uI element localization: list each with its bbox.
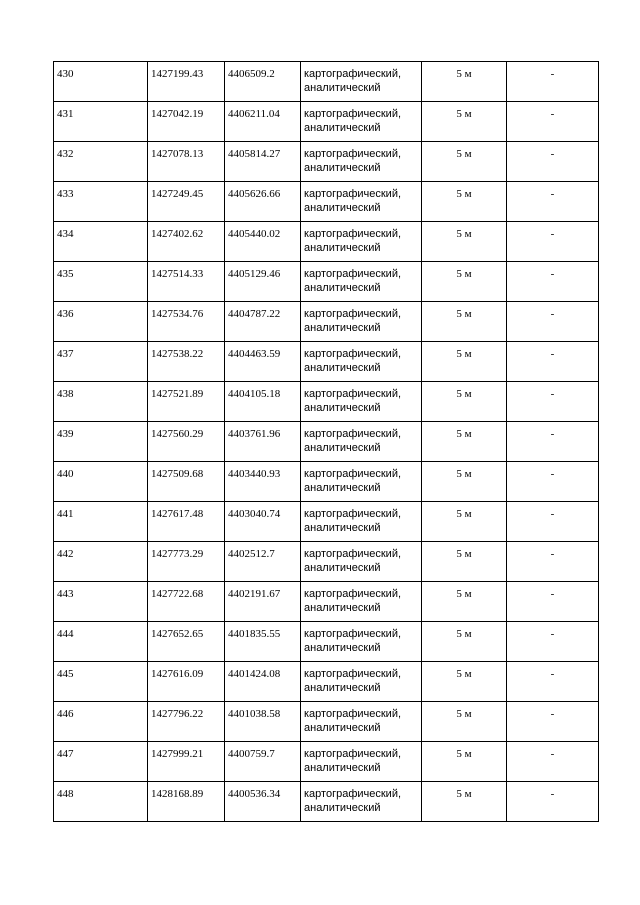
method-line-2: аналитический	[304, 602, 381, 614]
table-row	[54, 502, 599, 542]
accuracy-text: 5 м	[456, 628, 472, 640]
y-coordinate-text: 4404463.59	[228, 348, 281, 360]
accuracy-text: 5 м	[456, 108, 472, 120]
method-line-2: аналитический	[304, 522, 381, 534]
accuracy-cell	[422, 142, 507, 182]
point-number-cell	[54, 462, 148, 502]
accuracy-cell	[422, 582, 507, 622]
method-cell	[301, 742, 422, 782]
method-text	[301, 182, 421, 215]
accuracy-cell	[422, 702, 507, 742]
method-line-1: картографический,	[304, 788, 402, 800]
x-coordinate-cell	[148, 502, 225, 542]
method-line-1: картографический,	[304, 108, 402, 120]
x-coordinate-cell	[148, 622, 225, 662]
point-number-text: 444	[57, 628, 74, 640]
note-cell	[507, 422, 599, 462]
method-line-2: аналитический	[304, 762, 381, 774]
method-line-1: картографический,	[304, 628, 402, 640]
x-coordinate-text: 1427042.19	[151, 108, 204, 120]
method-cell	[301, 582, 422, 622]
note-cell	[507, 222, 599, 262]
y-coordinate-text: 4402512.7	[228, 548, 275, 560]
point-number-cell	[54, 422, 148, 462]
x-coordinate-text: 1427560.29	[151, 428, 204, 440]
point-number-cell	[54, 222, 148, 262]
y-coordinate-cell	[225, 782, 301, 822]
accuracy-text: 5 м	[456, 708, 472, 720]
x-coordinate-cell	[148, 262, 225, 302]
x-coordinate-text: 1427249.45	[151, 188, 204, 200]
x-coordinate-text: 1427617.48	[151, 508, 204, 520]
table-row	[54, 182, 599, 222]
table-row	[54, 382, 599, 422]
x-coordinate-text: 1427078.13	[151, 148, 204, 160]
y-coordinate-text: 4403040.74	[228, 508, 281, 520]
note-cell	[507, 62, 599, 102]
table-row	[54, 342, 599, 382]
method-line-1: картографический,	[304, 68, 402, 80]
method-line-2: аналитический	[304, 722, 381, 734]
accuracy-text: 5 м	[456, 668, 472, 680]
method-line-2: аналитический	[304, 562, 381, 574]
point-number-cell	[54, 102, 148, 142]
note-text: -	[550, 108, 555, 120]
y-coordinate-cell	[225, 382, 301, 422]
note-text: -	[550, 708, 555, 720]
point-number-cell	[54, 302, 148, 342]
accuracy-text: 5 м	[456, 788, 472, 800]
x-coordinate-cell	[148, 102, 225, 142]
table-row	[54, 262, 599, 302]
method-line-2: аналитический	[304, 482, 381, 494]
table-row	[54, 102, 599, 142]
accuracy-text: 5 м	[456, 188, 472, 200]
x-coordinate-cell	[148, 342, 225, 382]
method-line-1: картографический,	[304, 428, 402, 440]
note-text: -	[550, 148, 555, 160]
note-text: -	[550, 268, 555, 280]
method-cell	[301, 102, 422, 142]
table-row	[54, 542, 599, 582]
table-row	[54, 62, 599, 102]
point-number-cell	[54, 622, 148, 662]
y-coordinate-cell	[225, 102, 301, 142]
y-coordinate-text: 4406509.2	[228, 68, 275, 80]
x-coordinate-cell	[148, 182, 225, 222]
point-number-cell	[54, 742, 148, 782]
x-coordinate-text: 1427521.89	[151, 388, 204, 400]
note-text: -	[550, 188, 555, 200]
x-coordinate-cell	[148, 702, 225, 742]
method-cell	[301, 542, 422, 582]
method-cell	[301, 622, 422, 662]
y-coordinate-cell	[225, 742, 301, 782]
x-coordinate-cell	[148, 462, 225, 502]
note-cell	[507, 542, 599, 582]
method-line-2: аналитический	[304, 162, 381, 174]
y-coordinate-text: 4405129.46	[228, 268, 281, 280]
note-text: -	[550, 468, 555, 480]
note-text: -	[550, 388, 555, 400]
table-row	[54, 662, 599, 702]
y-coordinate-cell	[225, 582, 301, 622]
point-number-cell	[54, 662, 148, 702]
accuracy-cell	[422, 422, 507, 462]
point-number-text: 434	[57, 228, 74, 240]
point-number-text: 442	[57, 548, 74, 560]
accuracy-cell	[422, 222, 507, 262]
method-line-2: аналитический	[304, 362, 381, 374]
note-cell	[507, 782, 599, 822]
method-line-2: аналитический	[304, 642, 381, 654]
method-cell	[301, 502, 422, 542]
method-line-1: картографический,	[304, 668, 402, 680]
y-coordinate-text: 4400536.34	[228, 788, 281, 800]
point-number-cell	[54, 62, 148, 102]
point-number-text: 440	[57, 468, 74, 480]
method-text	[301, 462, 421, 495]
x-coordinate-text: 1427509.68	[151, 468, 204, 480]
method-line-2: аналитический	[304, 122, 381, 134]
point-number-text: 432	[57, 148, 74, 160]
accuracy-cell	[422, 782, 507, 822]
y-coordinate-cell	[225, 662, 301, 702]
y-coordinate-cell	[225, 342, 301, 382]
method-text	[301, 422, 421, 455]
x-coordinate-cell	[148, 742, 225, 782]
note-cell	[507, 742, 599, 782]
point-number-cell	[54, 262, 148, 302]
method-cell	[301, 262, 422, 302]
y-coordinate-cell	[225, 302, 301, 342]
x-coordinate-text: 1428168.89	[151, 788, 204, 800]
table-row	[54, 422, 599, 462]
method-line-1: картографический,	[304, 588, 402, 600]
y-coordinate-cell	[225, 502, 301, 542]
note-text: -	[550, 668, 555, 680]
method-text	[301, 222, 421, 255]
x-coordinate-cell	[148, 782, 225, 822]
method-cell	[301, 382, 422, 422]
note-cell	[507, 302, 599, 342]
x-coordinate-cell	[148, 422, 225, 462]
method-line-2: аналитический	[304, 442, 381, 454]
point-number-text: 438	[57, 388, 74, 400]
table-row	[54, 702, 599, 742]
note-cell	[507, 622, 599, 662]
method-cell	[301, 182, 422, 222]
x-coordinate-text: 1427773.29	[151, 548, 204, 560]
x-coordinate-text: 1427534.76	[151, 308, 204, 320]
method-line-2: аналитический	[304, 682, 381, 694]
x-coordinate-text: 1427199.43	[151, 68, 204, 80]
note-cell	[507, 342, 599, 382]
accuracy-text: 5 м	[456, 268, 472, 280]
point-number-text: 445	[57, 668, 74, 680]
table-row	[54, 222, 599, 262]
method-line-2: аналитический	[304, 242, 381, 254]
method-text	[301, 102, 421, 135]
point-number-cell	[54, 182, 148, 222]
y-coordinate-text: 4401424.08	[228, 668, 281, 680]
method-line-2: аналитический	[304, 322, 381, 334]
method-cell	[301, 662, 422, 702]
point-number-text: 435	[57, 268, 74, 280]
table-row	[54, 302, 599, 342]
x-coordinate-cell	[148, 662, 225, 702]
method-line-1: картографический,	[304, 388, 402, 400]
accuracy-cell	[422, 742, 507, 782]
y-coordinate-cell	[225, 222, 301, 262]
accuracy-cell	[422, 662, 507, 702]
point-number-text: 441	[57, 508, 74, 520]
method-cell	[301, 782, 422, 822]
accuracy-cell	[422, 542, 507, 582]
note-cell	[507, 582, 599, 622]
method-line-1: картографический,	[304, 228, 402, 240]
method-cell	[301, 702, 422, 742]
note-cell	[507, 182, 599, 222]
note-cell	[507, 262, 599, 302]
y-coordinate-text: 4401835.55	[228, 628, 281, 640]
y-coordinate-cell	[225, 182, 301, 222]
x-coordinate-text: 1427402.62	[151, 228, 204, 240]
x-coordinate-cell	[148, 62, 225, 102]
accuracy-cell	[422, 502, 507, 542]
x-coordinate-cell	[148, 302, 225, 342]
y-coordinate-cell	[225, 262, 301, 302]
point-number-text: 443	[57, 588, 74, 600]
method-text	[301, 62, 421, 95]
accuracy-cell	[422, 462, 507, 502]
x-coordinate-text: 1427538.22	[151, 348, 204, 360]
point-number-cell	[54, 342, 148, 382]
accuracy-text: 5 м	[456, 508, 472, 520]
method-line-1: картографический,	[304, 508, 402, 520]
accuracy-cell	[422, 62, 507, 102]
accuracy-cell	[422, 262, 507, 302]
x-coordinate-text: 1427796.22	[151, 708, 204, 720]
y-coordinate-text: 4405814.27	[228, 148, 281, 160]
method-line-2: аналитический	[304, 282, 381, 294]
method-text	[301, 342, 421, 375]
y-coordinate-cell	[225, 542, 301, 582]
method-cell	[301, 302, 422, 342]
point-number-text: 446	[57, 708, 74, 720]
y-coordinate-cell	[225, 622, 301, 662]
y-coordinate-text: 4400759.7	[228, 748, 275, 760]
method-line-1: картографический,	[304, 548, 402, 560]
point-number-text: 447	[57, 748, 74, 760]
point-number-cell	[54, 142, 148, 182]
method-cell	[301, 422, 422, 462]
note-text: -	[550, 348, 555, 360]
method-text	[301, 262, 421, 295]
method-line-2: аналитический	[304, 202, 381, 214]
method-text	[301, 582, 421, 615]
note-cell	[507, 462, 599, 502]
table-row	[54, 622, 599, 662]
accuracy-cell	[422, 382, 507, 422]
y-coordinate-text: 4403761.96	[228, 428, 281, 440]
point-number-text: 436	[57, 308, 74, 320]
table-row	[54, 142, 599, 182]
method-cell	[301, 62, 422, 102]
note-text: -	[550, 548, 555, 560]
accuracy-text: 5 м	[456, 548, 472, 560]
note-cell	[507, 142, 599, 182]
x-coordinate-text: 1427999.21	[151, 748, 204, 760]
method-text	[301, 382, 421, 415]
method-text	[301, 502, 421, 535]
method-cell	[301, 462, 422, 502]
x-coordinate-cell	[148, 382, 225, 422]
note-cell	[507, 102, 599, 142]
y-coordinate-text: 4405626.66	[228, 188, 281, 200]
accuracy-text: 5 м	[456, 388, 472, 400]
coordinates-table	[53, 61, 599, 822]
x-coordinate-cell	[148, 222, 225, 262]
method-text	[301, 302, 421, 335]
note-text: -	[550, 308, 555, 320]
method-line-2: аналитический	[304, 802, 381, 814]
method-text	[301, 622, 421, 655]
point-number-cell	[54, 582, 148, 622]
y-coordinate-cell	[225, 702, 301, 742]
method-text	[301, 702, 421, 735]
method-text	[301, 142, 421, 175]
y-coordinate-cell	[225, 142, 301, 182]
y-coordinate-text: 4403440.93	[228, 468, 281, 480]
method-line-2: аналитический	[304, 82, 381, 94]
method-line-1: картографический,	[304, 308, 402, 320]
method-line-1: картографический,	[304, 468, 402, 480]
point-number-text: 433	[57, 188, 74, 200]
y-coordinate-text: 4404787.22	[228, 308, 281, 320]
accuracy-cell	[422, 302, 507, 342]
note-cell	[507, 382, 599, 422]
note-cell	[507, 662, 599, 702]
y-coordinate-cell	[225, 462, 301, 502]
point-number-cell	[54, 702, 148, 742]
y-coordinate-text: 4405440.02	[228, 228, 281, 240]
y-coordinate-text: 4402191.67	[228, 588, 281, 600]
method-line-1: картографический,	[304, 748, 402, 760]
method-line-2: аналитический	[304, 402, 381, 414]
method-cell	[301, 222, 422, 262]
point-number-cell	[54, 782, 148, 822]
x-coordinate-text: 1427722.68	[151, 588, 204, 600]
point-number-text: 430	[57, 68, 74, 80]
accuracy-text: 5 м	[456, 748, 472, 760]
method-line-1: картографический,	[304, 188, 402, 200]
method-cell	[301, 142, 422, 182]
accuracy-cell	[422, 622, 507, 662]
note-text: -	[550, 508, 555, 520]
point-number-cell	[54, 382, 148, 422]
accuracy-cell	[422, 342, 507, 382]
method-line-1: картографический,	[304, 708, 402, 720]
point-number-text: 437	[57, 348, 74, 360]
method-line-1: картографический,	[304, 348, 402, 360]
accuracy-text: 5 м	[456, 428, 472, 440]
accuracy-cell	[422, 182, 507, 222]
note-cell	[507, 702, 599, 742]
table-row	[54, 782, 599, 822]
x-coordinate-text: 1427652.65	[151, 628, 204, 640]
method-line-1: картографический,	[304, 268, 402, 280]
note-text: -	[550, 788, 555, 800]
x-coordinate-cell	[148, 582, 225, 622]
table-row	[54, 462, 599, 502]
point-number-text: 448	[57, 788, 74, 800]
note-text: -	[550, 428, 555, 440]
table-row	[54, 742, 599, 782]
accuracy-text: 5 м	[456, 588, 472, 600]
method-cell	[301, 342, 422, 382]
accuracy-text: 5 м	[456, 68, 472, 80]
point-number-cell	[54, 502, 148, 542]
point-number-cell	[54, 542, 148, 582]
x-coordinate-text: 1427616.09	[151, 668, 204, 680]
note-cell	[507, 502, 599, 542]
method-text	[301, 662, 421, 695]
note-text: -	[550, 68, 555, 80]
method-text	[301, 542, 421, 575]
accuracy-cell	[422, 102, 507, 142]
accuracy-text: 5 м	[456, 228, 472, 240]
note-text: -	[550, 628, 555, 640]
note-text: -	[550, 748, 555, 760]
method-text	[301, 742, 421, 775]
y-coordinate-cell	[225, 62, 301, 102]
note-text: -	[550, 588, 555, 600]
method-line-1: картографический,	[304, 148, 402, 160]
y-coordinate-cell	[225, 422, 301, 462]
x-coordinate-cell	[148, 542, 225, 582]
accuracy-text: 5 м	[456, 308, 472, 320]
table-body	[54, 62, 599, 822]
x-coordinate-cell	[148, 142, 225, 182]
y-coordinate-text: 4401038.58	[228, 708, 281, 720]
x-coordinate-text: 1427514.33	[151, 268, 204, 280]
accuracy-text: 5 м	[456, 348, 472, 360]
table-row	[54, 582, 599, 622]
point-number-text: 431	[57, 108, 74, 120]
accuracy-text: 5 м	[456, 148, 472, 160]
method-text	[301, 782, 421, 815]
note-text: -	[550, 228, 555, 240]
point-number-text: 439	[57, 428, 74, 440]
y-coordinate-text: 4406211.04	[228, 108, 280, 120]
accuracy-text: 5 м	[456, 468, 472, 480]
y-coordinate-text: 4404105.18	[228, 388, 281, 400]
